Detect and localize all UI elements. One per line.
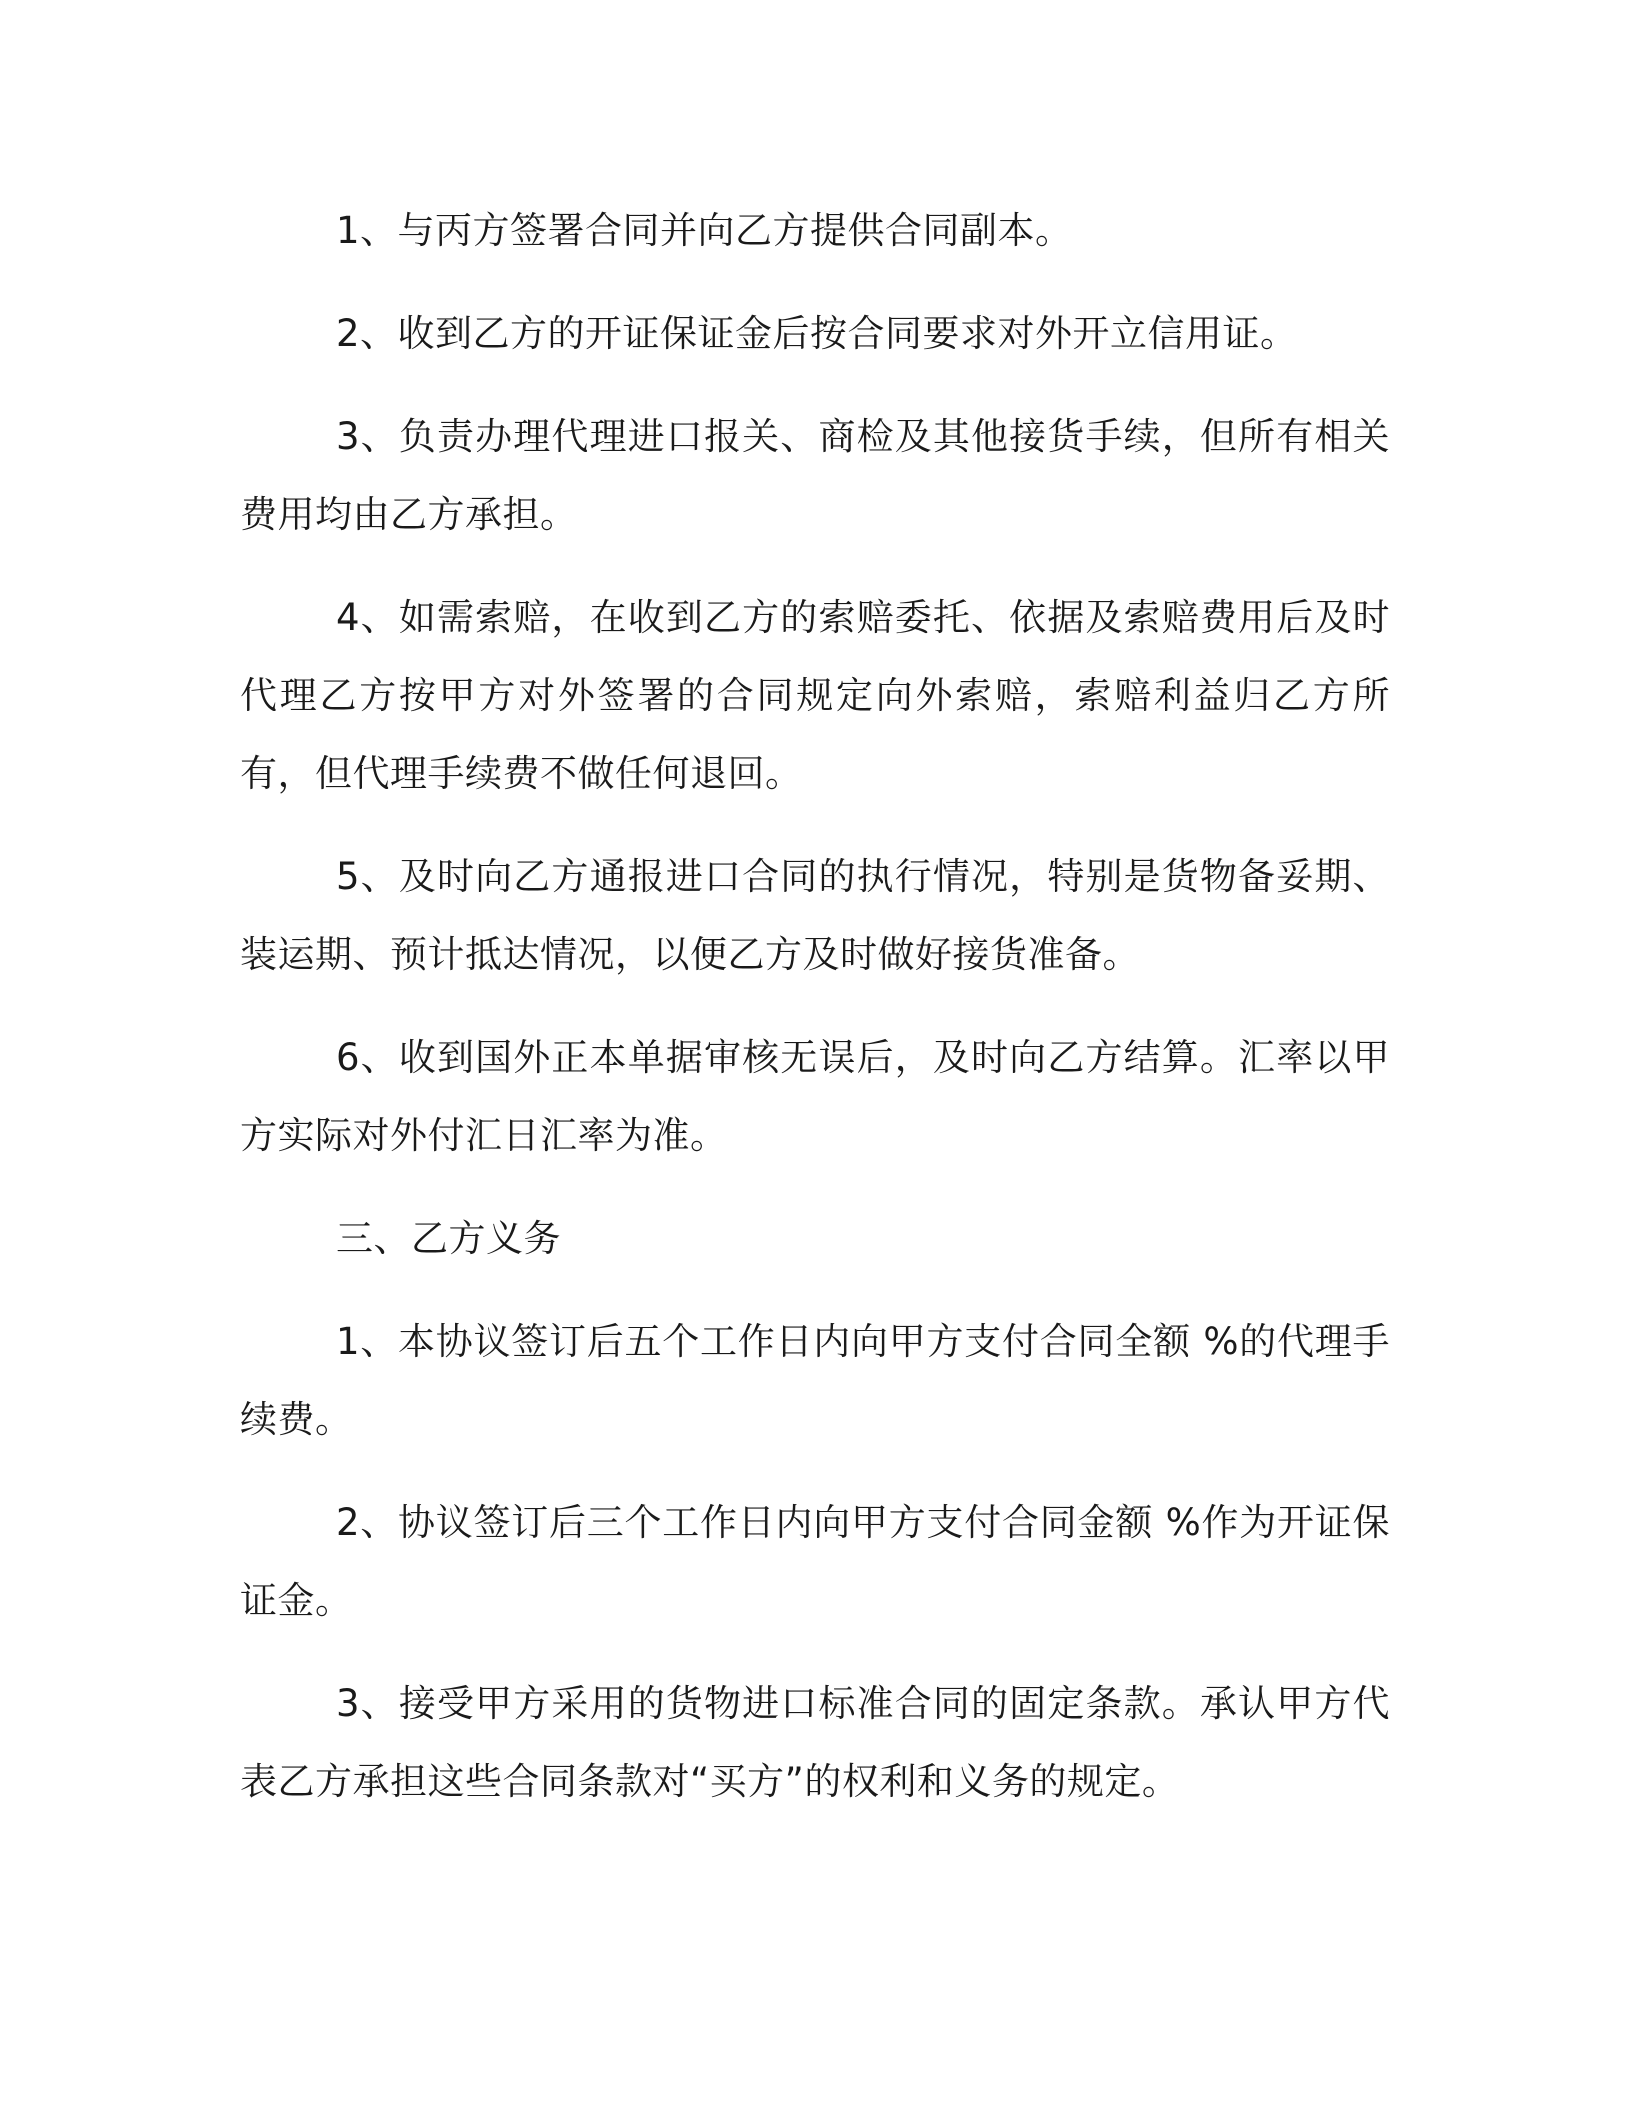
clause-b-1: 1、本协议签订后五个工作日内向甲方支付合同全额 %的代理手续费。 [240,1320,1390,1441]
clause-a-4: 4、如需索赔，在收到乙方的索赔委托、依据及索赔费用后及时代理乙方按甲方对外签署的合同规定向外索赔，索赔利益归乙方所有，但代理手续费不做任何退回。 [240,596,1390,795]
clause-a-2: 2、收到乙方的开证保证金后按合同要求对外开立信用证。 [336,312,1298,355]
clause-b-3: 3、接受甲方采用的货物进口标准合同的固定条款。承认甲方代表乙方承担这些合同条款对“买方”的权利和义务的规定。 [240,1682,1390,1803]
clause-a-6: 6、收到国外正本单据审核无误后，及时向乙方结算。汇率以甲方实际对外付汇日汇率为准。 [240,1036,1390,1157]
clause-a-3: 3、负责办理代理进口报关、商检及其他接货手续，但所有相关费用均由乙方承担。 [240,415,1390,536]
section-heading-party-b-obligations: 三、乙方义务 [336,1217,561,1260]
document-body [240,192,1390,1846]
clause-b-2: 2、协议签订后三个工作日内向甲方支付合同金额 %作为开证保证金。 [240,1501,1390,1622]
clause-a-1: 1、与丙方签署合同并向乙方提供合同副本。 [336,209,1073,252]
clause-a-5: 5、及时向乙方通报进口合同的执行情况，特别是货物备妥期、装运期、预计抵达情况，以便乙方及时做好接货准备。 [240,855,1390,976]
